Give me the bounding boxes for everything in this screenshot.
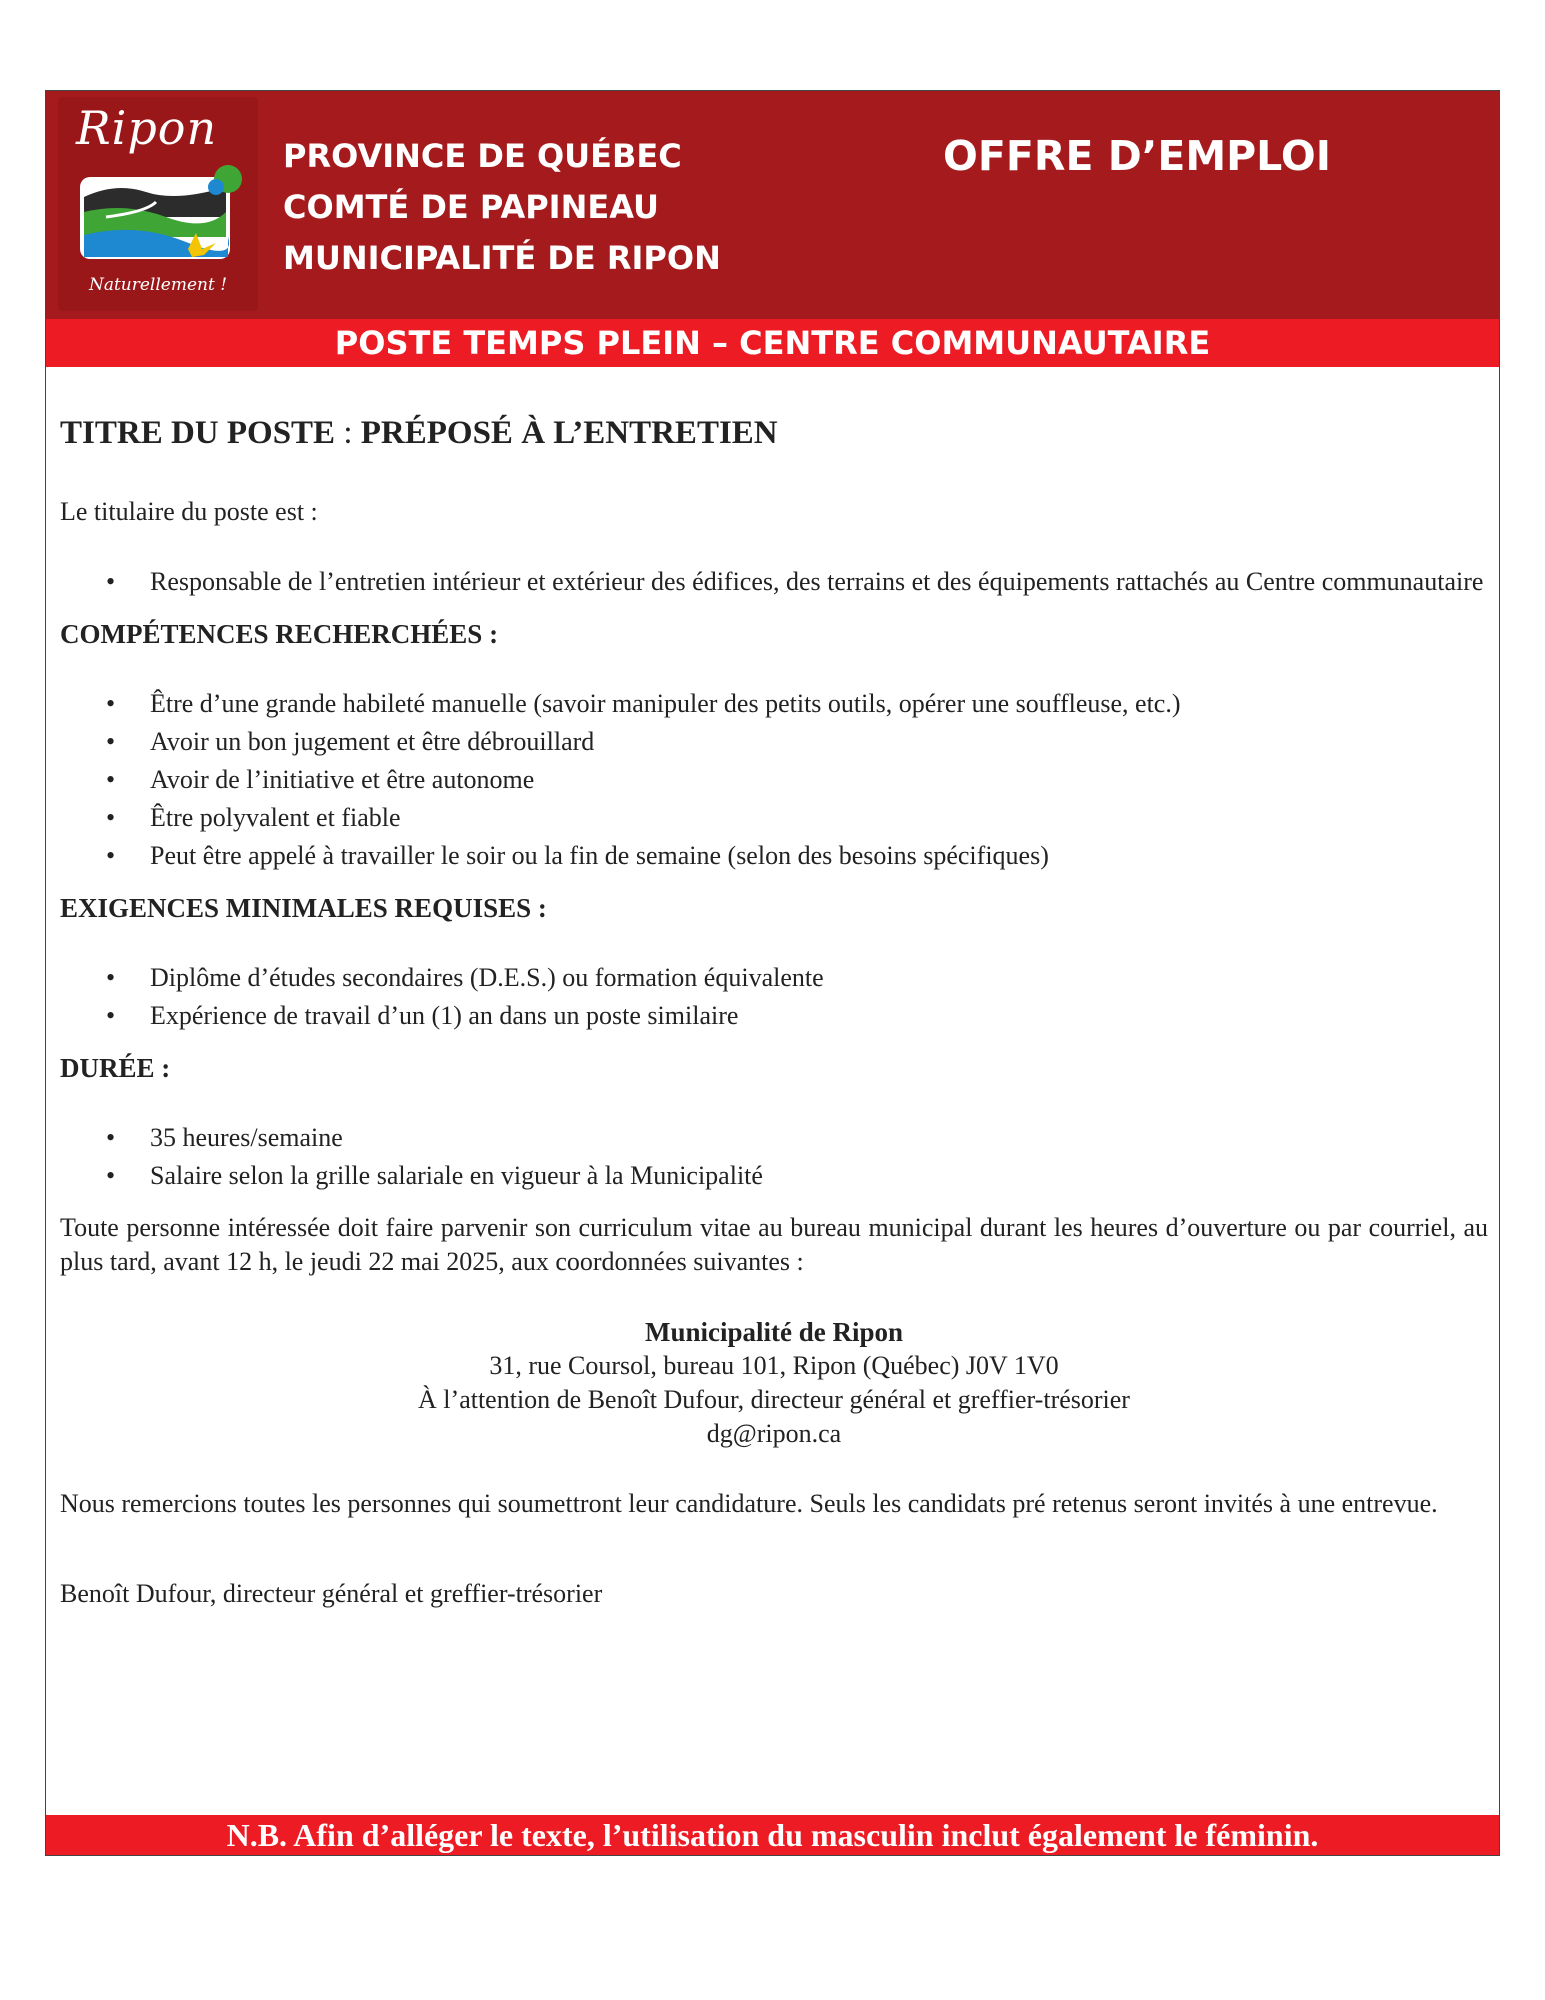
- signature: Benoît Dufour, directeur général et greffier-trésorier: [60, 1579, 603, 1608]
- competences-list: [60, 687, 1488, 873]
- application-text: Toute personne intéressée doit faire parvenir son curriculum vitae au bureau municipal durant les heures d’ouverture ou par courriel, au plus tard, avant 12 h, le jeudi 22 mai 2025, aux coordonnées suivantes :: [60, 1213, 1488, 1276]
- list-item: • 35 heures/semaine: [60, 1121, 1488, 1155]
- province-line: PROVINCE DE QUÉBEC: [283, 137, 682, 175]
- contact-email[interactable]: dg@ripon.ca: [706, 1419, 842, 1448]
- exigences-list: [60, 961, 1488, 1033]
- duties-list: [60, 565, 1488, 599]
- contact-attention: À l’attention de Benoît Dufour, directeur général et greffier-trésorier: [418, 1385, 1130, 1414]
- job-title: [60, 411, 1488, 455]
- landscape-icon: [76, 157, 246, 267]
- list-item: • Salaire selon la grille salariale en vigueur à la Municipalité: [60, 1159, 1488, 1193]
- footer-note: N.B. Afin d’alléger le texte, l’utilisation du masculin inclut également le féminin.: [46, 1815, 1499, 1855]
- thanks-text: Nous remercions toutes les personnes qui soumettront leur candidature. Seuls les candidats pré retenus seront invités à une entrevue.: [60, 1489, 1438, 1518]
- job-offer-label: OFFRE D’EMPLOI: [943, 132, 1331, 180]
- county-line: COMTÉ DE PAPINEAU: [283, 188, 659, 226]
- main-content: [60, 411, 1488, 1611]
- list-item: • Avoir de l’initiative et être autonome: [60, 763, 1488, 797]
- list-item: • Peut être appelé à travailler le soir ou la fin de semaine (selon des besoins spécifiques): [60, 839, 1488, 873]
- list-item: • Diplôme d’études secondaires (D.E.S.) ou formation équivalente: [60, 961, 1488, 995]
- logo-name: Ripon: [76, 101, 218, 155]
- duree-list: [60, 1121, 1488, 1193]
- competences-heading: COMPÉTENCES RECHERCHÉES :: [60, 619, 499, 649]
- job-title-label: TITRE DU POSTE: [60, 415, 336, 451]
- municipal-logo: [58, 97, 258, 311]
- exigences-heading: EXIGENCES MINIMALES REQUISES :: [60, 893, 547, 923]
- municipality-line: MUNICIPALITÉ DE RIPON: [283, 239, 721, 277]
- contact-block: [60, 1315, 1488, 1451]
- list-item: • Responsable de l’entretien intérieur et extérieur des édifices, des terrains et des équipements rattachés au Centre communautaire: [60, 565, 1488, 599]
- document-frame: [45, 90, 1500, 1856]
- job-title-separator: :: [335, 415, 361, 451]
- position-banner: POSTE TEMPS PLEIN – CENTRE COMMUNAUTAIRE: [46, 319, 1499, 367]
- list-item: • Expérience de travail d’un (1) an dans un poste similaire: [60, 999, 1488, 1033]
- intro-text: Le titulaire du poste est :: [60, 497, 318, 526]
- list-item: • Avoir un bon jugement et être débrouillard: [60, 725, 1488, 759]
- duree-heading: DURÉE :: [60, 1053, 171, 1083]
- contact-address: 31, rue Coursol, bureau 101, Ripon (Québec) J0V 1V0: [489, 1351, 1059, 1380]
- province-block: [283, 131, 721, 284]
- logo-tagline: Naturellement !: [88, 275, 228, 295]
- list-item: • Être d’une grande habileté manuelle (savoir manipuler des petits outils, opérer une souffleuse, etc.): [60, 687, 1488, 721]
- list-item: • Être polyvalent et fiable: [60, 801, 1488, 835]
- contact-org: Municipalité de Ripon: [644, 1317, 904, 1347]
- header-band: [46, 91, 1499, 319]
- job-title-value: PRÉPOSÉ À L’ENTRETIEN: [360, 415, 778, 451]
